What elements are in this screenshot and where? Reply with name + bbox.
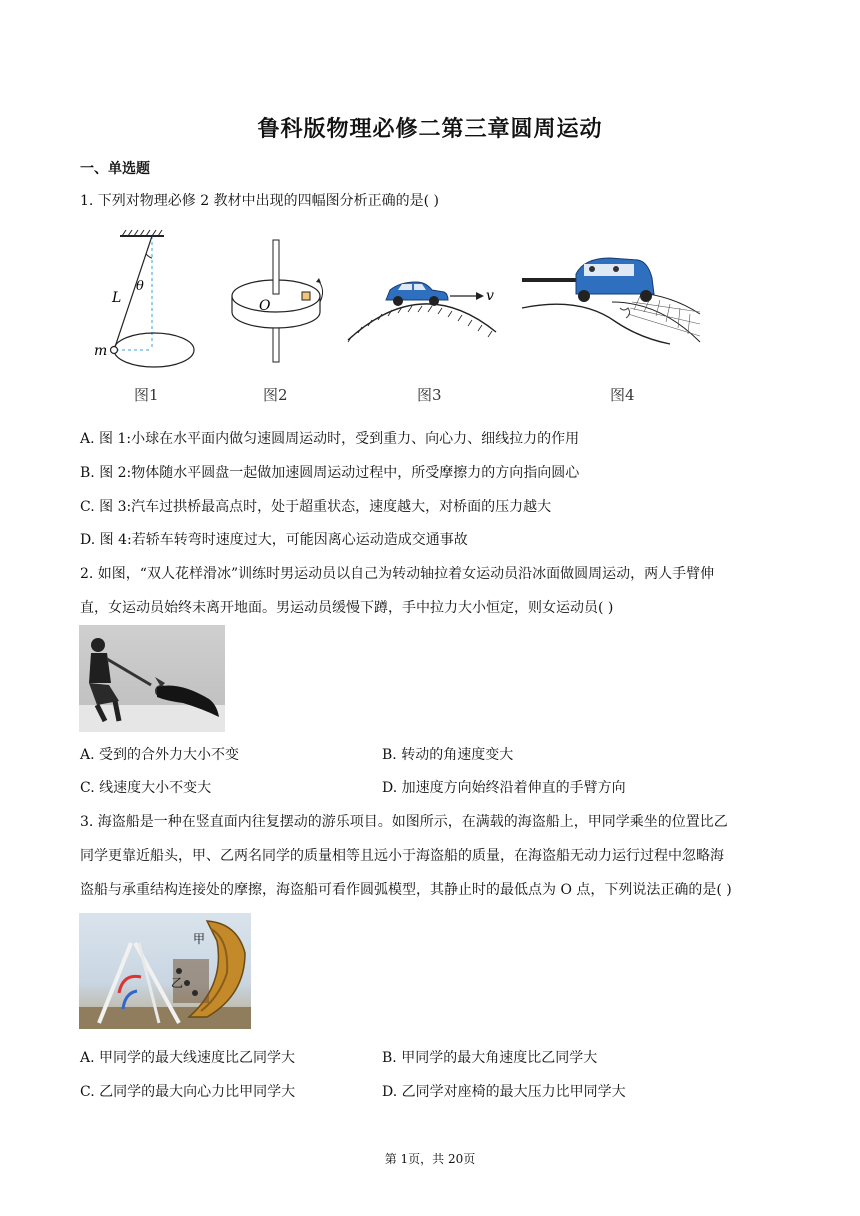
- page-title: 鲁科版物理必修二第三章圆周运动: [257, 117, 603, 142]
- question-3-stem-line-3: 盗船与承重结构连接处的摩擦，海盗船可看作圆弧模型，其静止时的最低点为 O 点，下列说法正确的是( ): [80, 882, 732, 898]
- question-2-stem-line-2: 直，女运动员始终未离开地面。男运动员缓慢下蹲，手中拉力大小恒定，则女运动员( ): [80, 600, 614, 616]
- question-2-stem-line-1: 2. 如图，“双人花样滑冰”训练时男运动员以自己为转动轴拉着女运动员沿冰面做圆周运动，两人手臂伸: [80, 566, 715, 582]
- label-theta: θ: [136, 279, 144, 294]
- figure-1-caption: 图1: [134, 386, 159, 404]
- question-1-option-c: C. 图 3:汽车过拱桥最高点时，处于超重状态，速度越大，对桥面的压力越大: [80, 499, 552, 515]
- figure-3-caption: 图3: [417, 386, 442, 404]
- label-jia: 甲: [193, 932, 206, 946]
- question-2-option-b: B. 转动的角速度变大: [382, 747, 514, 763]
- label-yi: 乙: [171, 976, 184, 990]
- label-v: v: [486, 288, 494, 304]
- question-1-option-d: D. 图 4:若轿车转弯时速度过大，可能因离心运动造成交通事故: [80, 532, 468, 548]
- label-L: L: [112, 290, 122, 306]
- figure-2-rotating-disk: [226, 238, 338, 368]
- question-2-option-a: A. 受到的合外力大小不变: [80, 747, 240, 763]
- figure-figure-skating-photo: [79, 625, 225, 732]
- figure-3-car-on-bridge: [346, 270, 498, 344]
- figure-1-conical-pendulum: [92, 228, 204, 378]
- question-3-option-b: B. 甲同学的最大角速度比乙同学大: [382, 1050, 598, 1066]
- figure-2-caption: 图2: [263, 386, 288, 404]
- section-heading: 一、单选题: [80, 161, 150, 177]
- figure-4-car-on-curve: [520, 252, 702, 352]
- label-m: m: [94, 343, 108, 359]
- question-3-option-d: D. 乙同学对座椅的最大压力比甲同学大: [382, 1084, 626, 1100]
- question-3-stem-line-1: 3. 海盗船是一种在竖直面内往复摆动的游乐项目。如图所示，在满载的海盗船上，甲同学乘坐的位置比乙: [80, 814, 728, 830]
- question-3-option-a: A. 甲同学的最大线速度比乙同学大: [80, 1050, 296, 1066]
- question-1-stem: 1. 下列对物理必修 2 教材中出现的四幅图分析正确的是( ): [80, 193, 439, 209]
- figure-pirate-ship-photo: [79, 913, 251, 1029]
- question-3-stem-line-2: 同学更靠近船头，甲、乙两名同学的质量相等且远小于海盗船的质量，在海盗船无动力运行过程中忽略海: [80, 848, 724, 864]
- figure-4-caption: 图4: [610, 386, 635, 404]
- question-2-option-d: D. 加速度方向始终沿着伸直的手臂方向: [382, 780, 626, 796]
- question-3-option-c: C. 乙同学的最大向心力比甲同学大: [80, 1084, 296, 1100]
- question-1-option-b: B. 图 2:物体随水平圆盘一起做加速圆周运动过程中，所受摩擦力的方向指向圆心: [80, 465, 580, 481]
- page-footer: 第 1页，共 20页: [384, 1152, 476, 1166]
- question-1-option-a: A. 图 1:小球在水平面内做匀速圆周运动时，受到重力、向心力、细线拉力的作用: [80, 431, 580, 447]
- label-O: O: [259, 298, 271, 314]
- question-2-option-c: C. 线速度大小不变大: [80, 780, 212, 796]
